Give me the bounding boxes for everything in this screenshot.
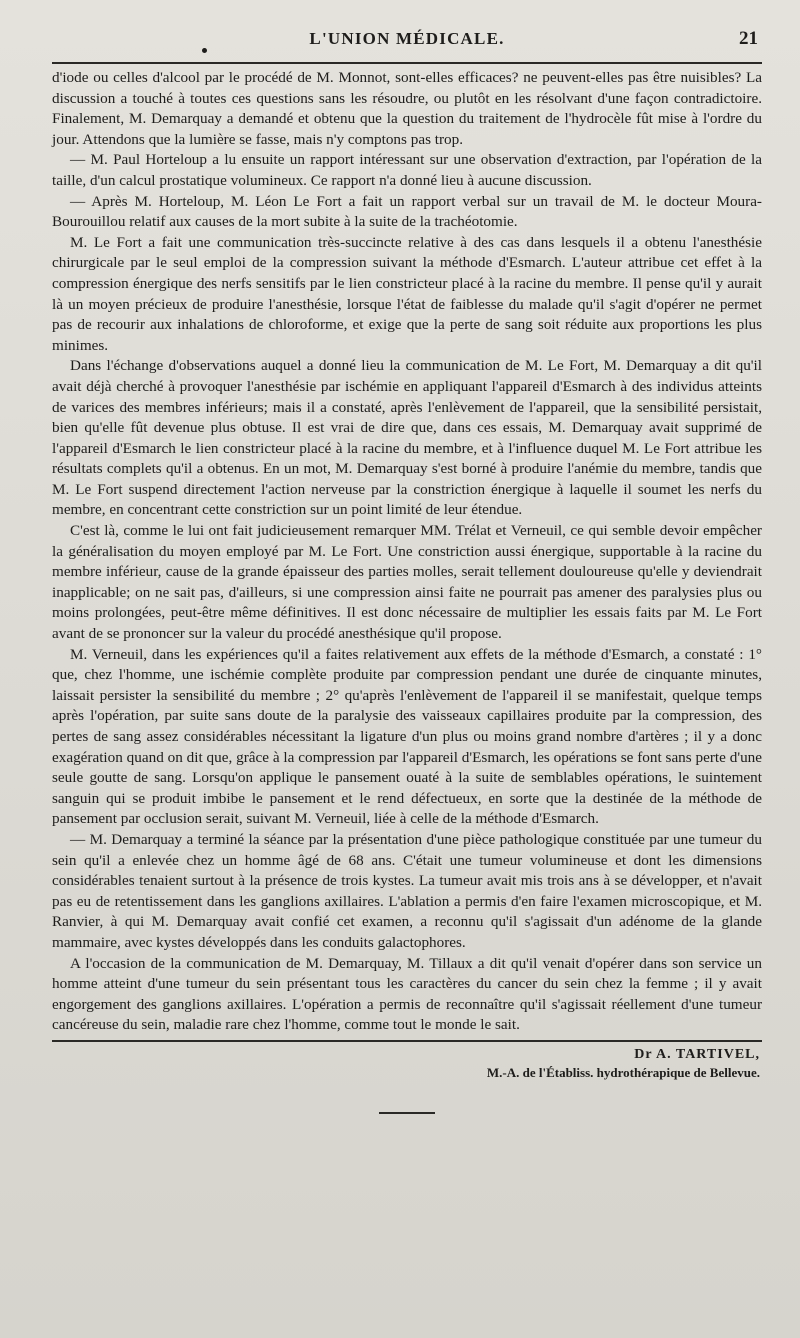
article-end-rule	[52, 1040, 762, 1042]
section-separator	[379, 1112, 435, 1114]
paragraph: M. Le Fort a fait une communication très-succincte relative à des cas dans lesquels il a obtenu l'anesthésie chirurgicale par le seul emploi de la compression suivant la méthode d'Esmarch. L'auteur attribue cet effet à la compression énergique des nerfs sensitifs par le lien constricteur placé à la racine du membre. Il pense qu'il y aurait là un moyen précieux de produire l'anesthésie, lorsque l'état de faiblesse du malade qu'il s'agit d'opérer ne permet pas de recourir aux inhalations de chloroforme, et exige que la perte de sang soit réduite aux proportions les plus minimes.	[52, 233, 762, 354]
header-rule	[52, 62, 762, 64]
paragraph: d'iode ou celles d'alcool par le procédé de M. Monnot, sont-elles efficaces? ne peuvent-elles pas être nuisibles? La discussion a touché à toutes ces questions sans les résoudre, ou plutôt en les résolvant d'une façon contradictoire. Finalement, M. Demarquay a demandé et obtenu que la question du traitement de l'hydrocèle fût mise à l'ordre du jour. Attendons que la lumière se fasse, mais n'y comptons pas trop.	[52, 69, 762, 148]
paragraph: — M. Paul Horteloup a lu ensuite un rapport intéressant sur une observation d'extraction, par l'opération de la taille, d'un calcul prostatique volumineux. Ce rapport n'a donné lieu à aucune discussion.	[52, 151, 762, 189]
author-name: Dr A. TARTIVEL,	[634, 1046, 760, 1062]
paragraph: — M. Demarquay a terminé la séance par la présentation d'une pièce pathologique constituée par une tumeur du sein qu'il a enlevée chez un homme âgé de 68 ans. C'était une tumeur volumineuse et dont les dimensions considérables tenaient surtout à la présence de trois kystes. La tumeur avait mis trois ans à se développer, et n'avait pas eu de retentissement dans les ganglions axillaires. L'ablation a permis d'en faire l'examen microscopique, et M. Ranvier, à qui M. Demarquay avait confié cet examen, a reconnu qu'il s'agissait d'un adénome de la glande mammaire, avec kystes développés dans les conduits galactophores.	[52, 830, 762, 951]
running-title: L'UNION MÉDICALE.	[309, 29, 505, 48]
page-number: 21	[739, 28, 758, 49]
paragraph: M. Verneuil, dans les expériences qu'il a faites relativement aux effets de la méthode d'Esmarch, a constaté : 1° que, chez l'homme, une ischémie complète produite par compression pendant une durée de cinquante minutes, laissait persister la sensibilité du membre ; 2° qu'après l'enlèvement de l'appareil il se manifestait, quelque temps après l'opération, par suite sans doute de la paralysie des vaisseaux capillaires produite par la compression, des pertes de sang assez considérables nécessitant la ligature d'un plus ou moins grand nombre d'artères ; il y a donc exagération quand on dit que, grâce à la compression par l'appareil d'Esmarch, les opérations se font sans perte d'une seule goutte de sang. Lorsqu'on applique le pansement ouaté à la suite de semblables opérations, le suintement sanguin qui se produit imbibe le pansement et le rend défectueux, en sorte que la destinée de la méthode de pansement par occlusion serait, suivant M. Verneuil, liée à celle de la méthode d'Esmarch.	[52, 645, 762, 828]
page-header	[52, 26, 762, 56]
author-affiliation: M.-A. de l'Établiss. hydrothérapique de Bellevue.	[486, 1064, 760, 1080]
paragraph: Dans l'échange d'observations auquel a donné lieu la communication de M. Le Fort, M. Demarquay a dit qu'il avait déjà cherché à provoquer l'anesthésie par ischémie en appliquant l'appareil d'Esmarch à des individus atteints de varices des membres inférieurs; mais il a constaté, après l'enlèvement de l'appareil, que la sensibilité persistait, bien qu'elle fût devenue plus obtuse. Il est vrai de dire que, dans ces essais, M. Demarquay avait supprimé de l'appareil d'Esmarch le lien constricteur placé à la racine du membre, et à l'influence duquel M. Le Fort attribue les résultats complets qu'il a obtenus. En un mot, M. Demarquay s'est borné à produire l'anémie du membre, tandis que M. Le Fort suspend directement l'action nerveuse par la constriction énergique à laquelle il soumet les nerfs du membre, en concentrant cette constriction sur un point limité de leur étendue.	[52, 357, 762, 519]
paragraph: A l'occasion de la communication de M. Demarquay, M. Tillaux a dit qu'il venait d'opérer dans son service un homme atteint d'une tumeur du sein présentant tous les caractères du cancer du sein chez la femme ; il y avait engorgement des ganglions axillaires. L'opération a permis de reconnaître qu'il s'agissait réellement d'une tumeur cancéreuse du sein, maladie rare chez l'homme, comme tout le monde le sait.	[52, 954, 762, 1034]
signature-block	[52, 1046, 762, 1082]
paragraph: C'est là, comme le lui ont fait judicieusement remarquer MM. Trélat et Verneuil, ce qui semble devoir empêcher la généralisation du moyen employé par M. Le Fort. Une constriction aussi énergique, supportable à la racine du membre inférieur, cause de la grande épaisseur des parties molles, serait tellement douloureuse qu'elle y deviendrait inapplicable; on ne sait pas, d'ailleurs, si une compression ainsi faite ne pourrait pas amener des paralysies plus ou moins prolongées, peut-être même définitives. Il est donc nécessaire de multiplier les essais faits par M. Le Fort avant de se prononcer sur la valeur du procédé anesthésique qu'il propose.	[52, 522, 762, 643]
header-dot	[202, 48, 207, 53]
paragraph: — Après M. Horteloup, M. Léon Le Fort a fait un rapport verbal sur un travail de M. le docteur Moura-Bourouillou relatif aux causes de la mort subite à la suite de la trachéotomie.	[52, 192, 762, 231]
article-body	[52, 68, 762, 1036]
